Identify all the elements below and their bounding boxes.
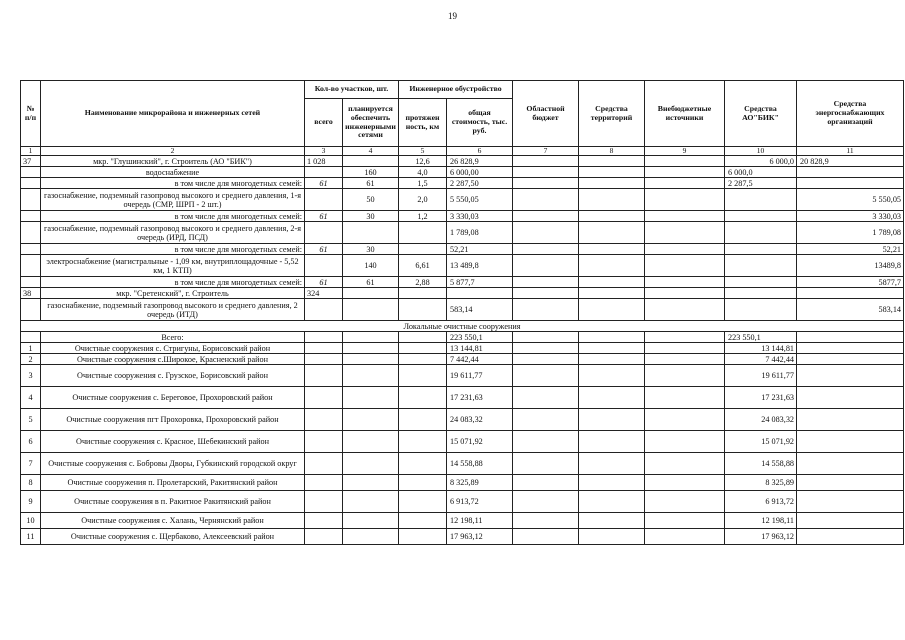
facility-name: Очистные сооружения с. Бобровы Дворы, Губкинский городской округ	[41, 453, 305, 475]
table-row	[21, 255, 904, 277]
plots-total	[305, 354, 343, 365]
extra-budget	[645, 513, 725, 529]
territory-funds	[579, 343, 645, 354]
plots-planned: 140	[343, 255, 399, 277]
energy-funds: 52,21	[797, 244, 904, 255]
row-number	[21, 255, 41, 277]
regional-budget	[513, 178, 579, 189]
extra-budget	[645, 156, 725, 167]
table-row	[21, 167, 904, 178]
header-energy: Средства энергоснабжающих организаций	[797, 81, 904, 147]
eng-length	[399, 513, 447, 529]
territory-funds	[579, 178, 645, 189]
regional-budget	[513, 299, 579, 321]
facility-row	[21, 409, 904, 431]
eng-cost: 5 550,05	[447, 189, 513, 211]
section-row	[21, 321, 904, 332]
energy-funds: 13489,8	[797, 255, 904, 277]
bik-funds: 19 611,77	[725, 365, 797, 387]
eng-cost: 13 489,8	[447, 255, 513, 277]
plots-planned	[343, 299, 399, 321]
header-name: Наименование микрорайона и инженерных сетей	[41, 81, 305, 147]
row-number: 38	[21, 288, 41, 299]
row-number: 10	[21, 513, 41, 529]
energy-funds: 1 789,08	[797, 222, 904, 244]
plots-total	[305, 513, 343, 529]
facility-name: Очистные сооружения с. Халань, Чернянский район	[41, 513, 305, 529]
eng-cost: 24 083,32	[447, 409, 513, 431]
row-name: в том числе для многодетных семей:	[41, 211, 305, 222]
eng-length	[399, 288, 447, 299]
row-name: мкр. "Глушинский", г. Строитель (АО "БИК")	[41, 156, 305, 167]
plots-planned	[343, 431, 399, 453]
eng-cost: 17 231,63	[447, 387, 513, 409]
territory-funds	[579, 529, 645, 545]
row-number	[21, 299, 41, 321]
territory-funds	[579, 211, 645, 222]
table-row	[21, 244, 904, 255]
facility-row	[21, 475, 904, 491]
plots-total	[305, 343, 343, 354]
eng-length: 6,61	[399, 255, 447, 277]
eng-length	[399, 431, 447, 453]
bik-funds	[725, 222, 797, 244]
plots-total	[305, 222, 343, 244]
energy-funds	[797, 409, 904, 431]
facility-row	[21, 354, 904, 365]
regional-budget	[513, 343, 579, 354]
regional-budget	[513, 453, 579, 475]
row-number: 7	[21, 453, 41, 475]
eng-cost: 7 442,44	[447, 354, 513, 365]
plots-total	[305, 299, 343, 321]
territory-funds	[579, 299, 645, 321]
energy-funds	[797, 354, 904, 365]
eng-length	[399, 453, 447, 475]
territory-funds	[579, 453, 645, 475]
total-label: Всего:	[41, 332, 305, 343]
bik-funds: 14 558,88	[725, 453, 797, 475]
row-number: 11	[21, 529, 41, 545]
eng-cost: 6 913,72	[447, 491, 513, 513]
facility-name: Очистные сооружения в п. Ракитное Ракитянский район	[41, 491, 305, 513]
bik-funds: 2 287,5	[725, 178, 797, 189]
energy-funds	[797, 491, 904, 513]
bik-funds	[725, 288, 797, 299]
plots-total	[305, 491, 343, 513]
regional-budget	[513, 189, 579, 211]
facility-name: Очистные сооружения с. Грузское, Борисовский район	[41, 365, 305, 387]
column-index-row: 1 2 3 4 5 6 7 8 9 10 11	[21, 147, 904, 156]
eng-cost: 17 963,12	[447, 529, 513, 545]
row-number: 37	[21, 156, 41, 167]
bik-funds: 7 442,44	[725, 354, 797, 365]
row-number	[21, 211, 41, 222]
plots-planned	[343, 343, 399, 354]
row-number	[21, 178, 41, 189]
eng-cost: 15 071,92	[447, 431, 513, 453]
facility-row	[21, 343, 904, 354]
plots-planned: 61	[343, 178, 399, 189]
bik-funds: 12 198,11	[725, 513, 797, 529]
extra-budget	[645, 299, 725, 321]
territory-funds	[579, 244, 645, 255]
plots-planned	[343, 222, 399, 244]
extra-budget	[645, 288, 725, 299]
facility-name: Очистные сооружения с. Стригуны, Борисовский район	[41, 343, 305, 354]
regional-budget	[513, 475, 579, 491]
plots-planned: 30	[343, 211, 399, 222]
regional-budget	[513, 211, 579, 222]
plots-planned	[343, 387, 399, 409]
eng-length: 1,5	[399, 178, 447, 189]
regional-budget	[513, 529, 579, 545]
table-row	[21, 156, 904, 167]
eng-cost: 8 325,89	[447, 475, 513, 491]
extra-budget	[645, 255, 725, 277]
territory-funds	[579, 431, 645, 453]
energy-funds: 3 330,03	[797, 211, 904, 222]
bik-funds	[725, 211, 797, 222]
row-name: мкр. "Сретенский", г. Строитель	[41, 288, 305, 299]
bik-funds: 6 000,0	[725, 156, 797, 167]
eng-length	[399, 529, 447, 545]
regional-budget	[513, 255, 579, 277]
eng-length: 12,6	[399, 156, 447, 167]
territory-funds	[579, 475, 645, 491]
regional-budget	[513, 431, 579, 453]
facility-name: Очистные сооружения с. Щербаково, Алексеевский район	[41, 529, 305, 545]
plots-total	[305, 409, 343, 431]
plots-total: 61	[305, 277, 343, 288]
row-number: 4	[21, 387, 41, 409]
row-number: 2	[21, 354, 41, 365]
eng-cost: 14 558,88	[447, 453, 513, 475]
row-number: 5	[21, 409, 41, 431]
eng-length	[399, 299, 447, 321]
plots-planned	[343, 354, 399, 365]
facility-name: Очистные сооружения с. Береговое, Прохоровский район	[41, 387, 305, 409]
table-row	[21, 178, 904, 189]
energy-funds: 5877,7	[797, 277, 904, 288]
row-number: 6	[21, 431, 41, 453]
eng-length	[399, 244, 447, 255]
header-plots-planned: планируется обеспечить инженерными сетями	[343, 99, 399, 147]
plots-planned	[343, 529, 399, 545]
extra-budget	[645, 222, 725, 244]
row-number: 8	[21, 475, 41, 491]
energy-funds	[797, 288, 904, 299]
plots-planned	[343, 288, 399, 299]
plots-total: 61	[305, 178, 343, 189]
header-bik: Средства АО"БИК"	[725, 81, 797, 147]
row-name: газоснабжение, подземный газопровод высокого и среднего давления, 2-я очередь (ИРД, ПСД)	[41, 222, 305, 244]
bik-funds: 17 963,12	[725, 529, 797, 545]
regional-budget	[513, 513, 579, 529]
energy-funds	[797, 167, 904, 178]
extra-budget	[645, 277, 725, 288]
plots-total	[305, 387, 343, 409]
eng-length: 4,0	[399, 167, 447, 178]
header-plots-total: всего	[305, 99, 343, 147]
regional-budget	[513, 491, 579, 513]
header-eng-cost: общая стоимость, тыс. руб.	[447, 99, 513, 147]
regional-budget	[513, 387, 579, 409]
regional-budget	[513, 354, 579, 365]
eng-length: 1,2	[399, 211, 447, 222]
energy-funds	[797, 453, 904, 475]
plots-total	[305, 167, 343, 178]
eng-length: 2,88	[399, 277, 447, 288]
regional-budget	[513, 244, 579, 255]
extra-budget	[645, 387, 725, 409]
eng-cost: 6 000,00	[447, 167, 513, 178]
territory-funds	[579, 222, 645, 244]
plots-planned	[343, 365, 399, 387]
facility-name: Очистные сооружения п. Пролетарский, Ракитянский район	[41, 475, 305, 491]
plots-total	[305, 365, 343, 387]
plots-planned	[343, 491, 399, 513]
eng-cost: 1 789,08	[447, 222, 513, 244]
regional-budget	[513, 167, 579, 178]
plots-total	[305, 475, 343, 491]
facility-row	[21, 453, 904, 475]
bik-funds	[725, 189, 797, 211]
extra-budget	[645, 453, 725, 475]
extra-budget	[645, 431, 725, 453]
header-eng-length: протяжен ность, км	[399, 99, 447, 147]
header-regional: Областной бюджет	[513, 81, 579, 147]
row-number: 3	[21, 365, 41, 387]
eng-cost: 583,14	[447, 299, 513, 321]
table-row	[21, 277, 904, 288]
regional-budget	[513, 156, 579, 167]
table-row	[21, 299, 904, 321]
header-territories: Средства территорий	[579, 81, 645, 147]
plots-planned	[343, 156, 399, 167]
row-number: 1	[21, 343, 41, 354]
plots-planned	[343, 475, 399, 491]
territory-funds	[579, 491, 645, 513]
section-title: Локальные очистные сооружения	[21, 321, 904, 332]
eng-length	[399, 343, 447, 354]
row-name: в том числе для многодетных семей:	[41, 178, 305, 189]
eng-cost: 5 877,7	[447, 277, 513, 288]
eng-cost: 12 198,11	[447, 513, 513, 529]
extra-budget	[645, 354, 725, 365]
plots-total	[305, 453, 343, 475]
investment-table	[20, 80, 904, 545]
page-number: 19	[448, 11, 457, 21]
bik-funds: 8 325,89	[725, 475, 797, 491]
plots-total: 61	[305, 244, 343, 255]
eng-cost	[447, 288, 513, 299]
row-name: водоснабжение	[41, 167, 305, 178]
eng-length	[399, 222, 447, 244]
header-num: № п/п	[21, 81, 41, 147]
row-name: газоснабжение, подземный газопровод высокого и среднего давления, 2 очередь (ИТД)	[41, 299, 305, 321]
energy-funds	[797, 343, 904, 354]
eng-length	[399, 387, 447, 409]
plots-planned	[343, 513, 399, 529]
energy-funds	[797, 529, 904, 545]
eng-cost: 26 828,9	[447, 156, 513, 167]
regional-budget	[513, 409, 579, 431]
row-number	[21, 222, 41, 244]
eng-length	[399, 354, 447, 365]
header-plots-group: Кол-во участков, шт.	[305, 81, 399, 99]
header-eng-group: Инженерное обустройство	[399, 81, 513, 99]
plots-total	[305, 431, 343, 453]
row-name: в том числе для многодетных семей:	[41, 277, 305, 288]
row-name: в том числе для многодетных семей:	[41, 244, 305, 255]
table-row	[21, 189, 904, 211]
extra-budget	[645, 189, 725, 211]
energy-funds	[797, 475, 904, 491]
territory-funds	[579, 156, 645, 167]
territory-funds	[579, 288, 645, 299]
extra-budget	[645, 244, 725, 255]
energy-funds	[797, 431, 904, 453]
row-name: газоснабжение, подземный газопровод высокого и среднего давления, 1-я очередь (СМР, ШРП - 2 шт.)	[41, 189, 305, 211]
total-bik: 223 550,1	[725, 332, 797, 343]
row-number	[21, 167, 41, 178]
row-number: 9	[21, 491, 41, 513]
eng-cost: 13 144,81	[447, 343, 513, 354]
row-name: электроснабжение (магистральные - 1,09 км, внутриплощадочные - 5,52 км, 1 КТП)	[41, 255, 305, 277]
facility-row	[21, 513, 904, 529]
plots-planned: 160	[343, 167, 399, 178]
eng-cost: 3 330,03	[447, 211, 513, 222]
energy-funds: 583,14	[797, 299, 904, 321]
bik-funds	[725, 299, 797, 321]
extra-budget	[645, 409, 725, 431]
facility-row	[21, 491, 904, 513]
extra-budget	[645, 365, 725, 387]
plots-planned: 30	[343, 244, 399, 255]
plots-planned	[343, 409, 399, 431]
total-cost: 223 550,1	[447, 332, 513, 343]
regional-budget	[513, 277, 579, 288]
plots-total	[305, 255, 343, 277]
row-number	[21, 189, 41, 211]
header-extra: Внебюджетные источники	[645, 81, 725, 147]
total-row	[21, 332, 904, 343]
table-row	[21, 222, 904, 244]
eng-cost: 19 611,77	[447, 365, 513, 387]
table-row	[21, 288, 904, 299]
extra-budget	[645, 475, 725, 491]
regional-budget	[513, 365, 579, 387]
energy-funds	[797, 178, 904, 189]
bik-funds: 6 913,72	[725, 491, 797, 513]
bik-funds: 15 071,92	[725, 431, 797, 453]
extra-budget	[645, 167, 725, 178]
eng-length	[399, 491, 447, 513]
table-row	[21, 211, 904, 222]
territory-funds	[579, 513, 645, 529]
territory-funds	[579, 387, 645, 409]
plots-total	[305, 529, 343, 545]
bik-funds	[725, 255, 797, 277]
facility-row	[21, 529, 904, 545]
row-number	[21, 277, 41, 288]
territory-funds	[579, 354, 645, 365]
eng-length: 2,0	[399, 189, 447, 211]
extra-budget	[645, 343, 725, 354]
plots-total	[305, 189, 343, 211]
plots-total: 1 028	[305, 156, 343, 167]
energy-funds	[797, 387, 904, 409]
eng-length	[399, 475, 447, 491]
facility-row	[21, 365, 904, 387]
extra-budget	[645, 529, 725, 545]
eng-cost: 52,21	[447, 244, 513, 255]
facility-row	[21, 431, 904, 453]
energy-funds: 5 550,05	[797, 189, 904, 211]
plots-total: 61	[305, 211, 343, 222]
energy-funds	[797, 513, 904, 529]
bik-funds	[725, 277, 797, 288]
extra-budget	[645, 491, 725, 513]
extra-budget	[645, 178, 725, 189]
facility-row	[21, 387, 904, 409]
bik-funds	[725, 244, 797, 255]
eng-length	[399, 365, 447, 387]
territory-funds	[579, 167, 645, 178]
plots-planned	[343, 453, 399, 475]
territory-funds	[579, 255, 645, 277]
regional-budget	[513, 222, 579, 244]
plots-total: 324	[305, 288, 343, 299]
bik-funds: 17 231,63	[725, 387, 797, 409]
bik-funds: 24 083,32	[725, 409, 797, 431]
energy-funds: 20 828,9	[797, 156, 904, 167]
facility-name: Очистные сооружения с.Широкое, Красненский район	[41, 354, 305, 365]
eng-cost: 2 287,50	[447, 178, 513, 189]
bik-funds: 6 000,0	[725, 167, 797, 178]
territory-funds	[579, 277, 645, 288]
facility-name: Очистные сооружения пгт Прохоровка, Прохоровский район	[41, 409, 305, 431]
row-number	[21, 244, 41, 255]
regional-budget	[513, 288, 579, 299]
territory-funds	[579, 189, 645, 211]
extra-budget	[645, 211, 725, 222]
energy-funds	[797, 365, 904, 387]
territory-funds	[579, 409, 645, 431]
bik-funds: 13 144,81	[725, 343, 797, 354]
territory-funds	[579, 365, 645, 387]
plots-planned: 61	[343, 277, 399, 288]
plots-planned: 50	[343, 189, 399, 211]
eng-length	[399, 409, 447, 431]
facility-name: Очистные сооружения с. Красное, Шебекинский район	[41, 431, 305, 453]
